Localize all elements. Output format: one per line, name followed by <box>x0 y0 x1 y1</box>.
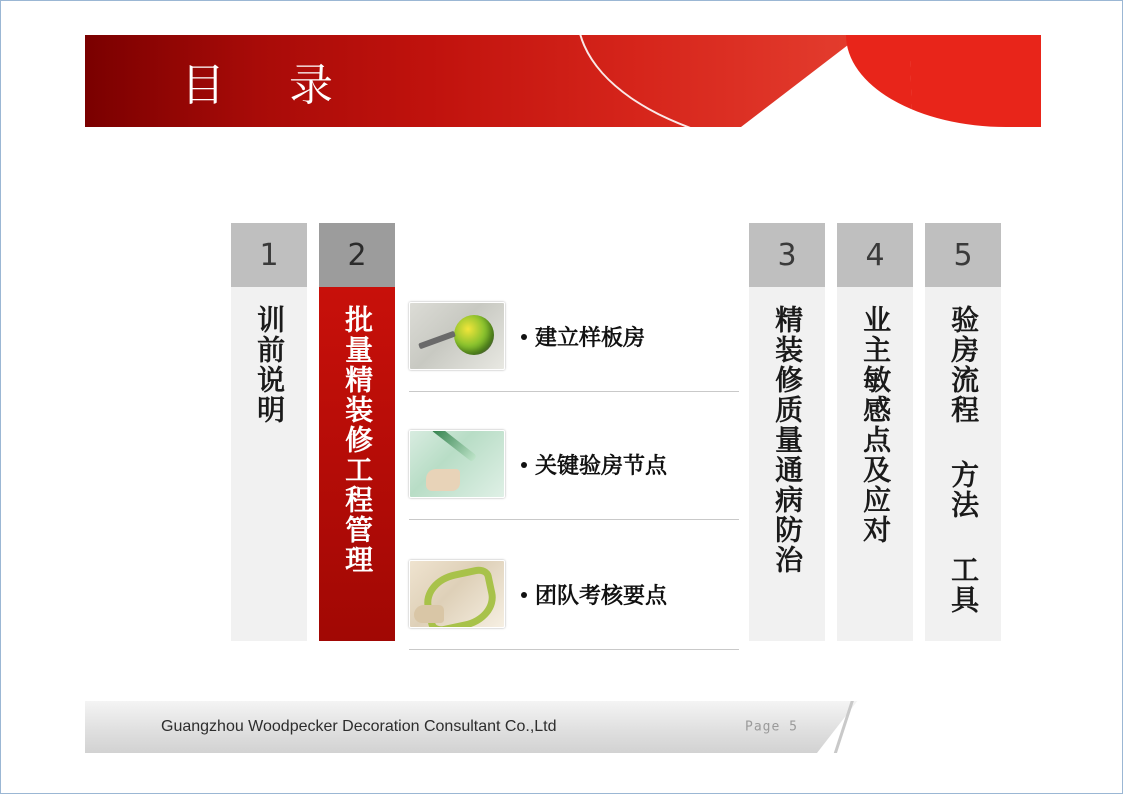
agenda-column-2[interactable] <box>319 223 395 641</box>
slide-header-banner <box>85 35 1041 127</box>
bullet-icon <box>521 592 527 598</box>
agenda-column-3[interactable] <box>749 223 825 641</box>
sample-room-photo <box>409 302 505 370</box>
agenda-number-4: 4 <box>837 223 913 287</box>
list-item[interactable] <box>409 409 739 520</box>
agenda-body-4 <box>837 287 913 641</box>
agenda-column-5[interactable] <box>925 223 1001 641</box>
team-assessment-photo <box>409 560 505 628</box>
page-title: 目 录 <box>181 60 343 111</box>
agenda-label-1: 训前说明 <box>253 305 287 425</box>
agenda-number-3: 3 <box>749 223 825 287</box>
agenda-label-2: 批量精装修工程管理 <box>341 305 375 575</box>
sub-item-text-2: 关键验房节点 <box>535 453 668 479</box>
agenda-column-4[interactable] <box>837 223 913 641</box>
agenda-number-2: 2 <box>319 223 395 287</box>
sub-item-list <box>409 271 739 641</box>
agenda-body-5 <box>925 287 1001 641</box>
sub-item-text-3: 团队考核要点 <box>535 583 668 609</box>
agenda-number-5: 5 <box>925 223 1001 287</box>
company-name: Guangzhou Woodpecker Decoration Consultant Co.,Ltd <box>161 718 557 735</box>
inspection-node-photo <box>409 430 505 498</box>
agenda-number-1: 1 <box>231 223 307 287</box>
agenda-body-3 <box>749 287 825 641</box>
sub-item-text-1: 建立样板房 <box>535 325 646 351</box>
slide-footer <box>85 701 1041 753</box>
page-number: Page 5 <box>745 719 798 735</box>
agenda-label-4: 业主敏感点及应对 <box>859 305 893 545</box>
sub-item-label-3 <box>521 579 667 610</box>
list-item[interactable] <box>409 281 739 392</box>
agenda-label-3: 精装修质量通病防治 <box>771 305 805 575</box>
sub-item-label-1 <box>521 321 645 352</box>
agenda-label-5: 验房流程 方法 工具 <box>947 305 981 615</box>
agenda-body-1 <box>231 287 307 641</box>
agenda-content <box>231 223 1011 643</box>
bullet-icon <box>521 462 527 468</box>
list-item[interactable] <box>409 539 739 650</box>
agenda-body-2 <box>319 287 395 641</box>
bullet-icon <box>521 334 527 340</box>
sub-item-label-2 <box>521 449 667 480</box>
agenda-column-1[interactable] <box>231 223 307 641</box>
